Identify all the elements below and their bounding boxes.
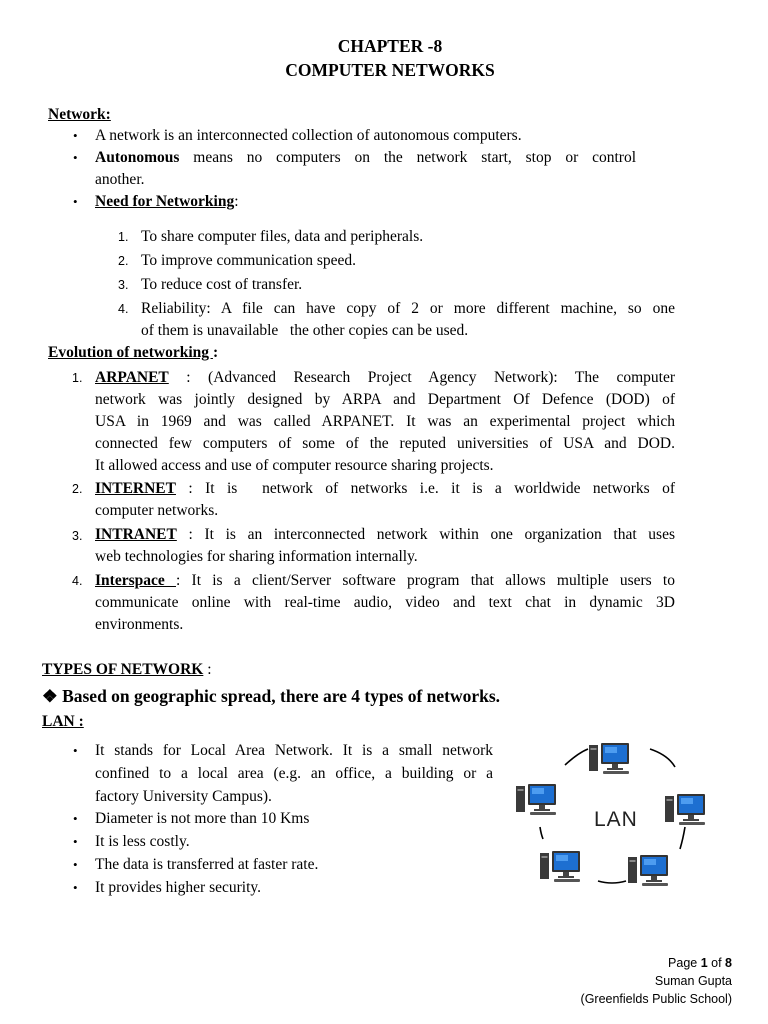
diamond-icon: ❖ — [42, 686, 58, 706]
list-number: 4. — [72, 574, 83, 588]
page-total: 8 — [725, 956, 732, 970]
colon: : — [203, 661, 212, 678]
arpanet-line-3: USA in 1969 and was called ARPANET. It was an experimental project which — [95, 413, 675, 430]
link-line — [650, 749, 675, 767]
computer-icon — [516, 784, 556, 815]
colon: : — [212, 344, 219, 361]
bullet: • — [73, 811, 78, 826]
network-heading: Network: — [48, 106, 111, 123]
page-footer — [581, 954, 732, 1008]
bullet: • — [73, 834, 78, 849]
list-number: 2. — [118, 254, 129, 268]
list-number: 1. — [72, 371, 83, 385]
arpanet-line-5: It allowed access and use of computer resource sharing projects. — [95, 457, 494, 474]
page-number: 1 — [700, 956, 708, 970]
interspace-text: : It is a client/Server software program that allows multiple users to — [175, 572, 675, 589]
list-number: 3. — [118, 278, 129, 292]
arpanet-term: ARPANET — [95, 369, 169, 386]
intranet-line-1 — [95, 524, 675, 546]
types-heading — [42, 659, 212, 681]
computer-icon — [665, 794, 705, 825]
interspace-line-2: communicate online with real-time audio, video and text chat in dynamic 3D — [95, 594, 675, 611]
bullet: • — [73, 194, 78, 209]
lan-bullet-4: The data is transferred at faster rate. — [95, 856, 319, 873]
bullet: • — [73, 857, 78, 872]
list-number: 4. — [118, 302, 129, 316]
link-line — [680, 827, 685, 849]
lan-bullet-3: It is less costly. — [95, 833, 190, 850]
link-line — [598, 881, 626, 883]
link-line — [540, 827, 543, 839]
author-name: Suman Gupta — [654, 974, 732, 988]
interspace-line-3: environments. — [95, 616, 184, 633]
need-item-4: Reliability: A file can have copy of 2 or more different machine, so one — [141, 300, 675, 317]
page-prefix: Page — [668, 956, 701, 970]
evolution-heading — [48, 342, 218, 364]
interspace-term: Interspace — [95, 572, 176, 589]
arpanet-line-2: network was jointly designed by ARPA and Department Of Defence (DOD) of — [95, 391, 675, 408]
lan-bullet-1-cont2: factory University Campus). — [95, 788, 272, 805]
lan-diagram — [510, 735, 732, 897]
intranet-line-2: web technologies for sharing information internally. — [95, 548, 418, 565]
arpanet-line-1 — [95, 367, 675, 389]
autonomous-term: Autonomous — [95, 149, 180, 166]
internet-text: : It is network of networks i.e. it is a worldwide networks of — [175, 480, 675, 497]
school-name: (Greenfields Public School) — [580, 992, 732, 1006]
internet-term: INTERNET — [95, 480, 176, 497]
network-bullet-2 — [95, 147, 636, 169]
computer-icon — [589, 743, 629, 774]
need-item-1: To share computer files, data and peripherals. — [141, 228, 424, 245]
intranet-term: INTRANET — [95, 526, 177, 543]
chapter-title: COMPUTER NETWORKS — [285, 60, 495, 80]
computer-icon — [628, 855, 668, 886]
need-item-4-cont: of them is unavailable the other copies can be used. — [141, 322, 469, 339]
lan-heading: LAN : — [42, 713, 84, 730]
lan-bullet-1: It stands for Local Area Network. It is a small network — [95, 742, 493, 759]
colon: : — [234, 193, 239, 210]
arpanet-line-4: connected few computers of some of the reputed universities of USA and DOD. — [95, 435, 675, 452]
bullet: • — [73, 150, 78, 165]
internet-line-2: computer networks. — [95, 502, 219, 519]
page-indicator — [581, 954, 732, 972]
lan-bullet-2: Diameter is not more than 10 Kms — [95, 810, 310, 827]
network-bullet-3 — [95, 191, 239, 213]
evolution-heading-text: Evolution of networking — [48, 344, 213, 361]
arpanet-text: : (Advanced Research Project Agency Network): The computer — [168, 369, 675, 386]
list-number: 1. — [118, 230, 129, 244]
chapter-number: CHAPTER -8 — [337, 36, 443, 56]
page-of: of — [707, 956, 726, 970]
lan-bullet-1-cont: confined to a local area (e.g. an office, a building or a — [95, 765, 493, 782]
bullet: • — [73, 880, 78, 895]
link-line — [565, 749, 588, 765]
lan-bullet-5: It provides higher security. — [95, 879, 262, 896]
need-item-2: To improve communication speed. — [141, 252, 357, 269]
need-networking-label: Need for Networking — [95, 193, 235, 210]
list-number: 2. — [72, 482, 83, 496]
interspace-line-1 — [95, 570, 675, 592]
intranet-text: : It is an interconnected network within one organization that uses — [176, 526, 675, 543]
need-item-3: To reduce cost of transfer. — [141, 276, 303, 293]
internet-line-1 — [95, 478, 675, 500]
network-bullet-2-cont: another. — [95, 171, 145, 188]
types-heading-text: TYPES OF NETWORK — [42, 661, 204, 678]
types-subheading — [42, 685, 500, 707]
list-number: 3. — [72, 529, 83, 543]
autonomous-text: means no computers on the network start, stop or control — [179, 149, 636, 166]
bullet: • — [73, 743, 78, 758]
bullet: • — [73, 128, 78, 143]
types-subheading-text: Based on geographic spread, there are 4 types of networks. — [57, 686, 501, 706]
computer-icon — [540, 851, 580, 882]
network-bullet-1: A network is an interconnected collection of autonomous computers. — [95, 127, 522, 144]
lan-label: LAN — [594, 808, 638, 831]
